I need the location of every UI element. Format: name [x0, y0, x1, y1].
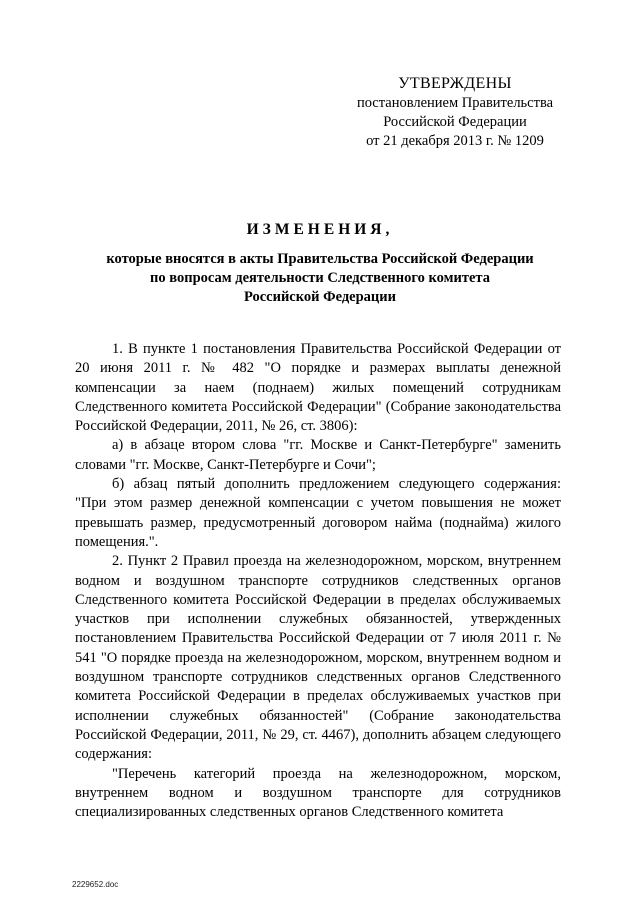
document-heading: ИЗМЕНЕНИЯ,: [246, 221, 394, 238]
approval-line: постановлением Правительства: [356, 95, 554, 111]
footer-file-name: 2229652.doc: [72, 880, 119, 889]
paragraph: 2. Пункт 2 Правил проезда на железнодорожном, морском, внутреннем водном и воздушном транспорте сотрудников следственных органов Следственного комитета Российской Федерации в пределах обслуживаемых участков при исполнении служебных обязанностей, утвержденных постановлением Правительства Российской Федерации от 7 июля 2011 г. № 541 "О порядке проезда на железнодорожном, морском, внутреннем водном и воздушном транспорте сотрудников следственных органов Следственного комитета Российской Федерации в пределах обслуживаемых участков при исполнении служебных обязанностей" (Собрание законодательства Российской Федерации, 2011, № 29, ст. 4467), дополнить абзацем следующего содержания:: [75, 553, 561, 763]
approval-block: [330, 74, 580, 151]
approval-line: Российской Федерации: [383, 114, 527, 130]
paragraph: б) абзац пятый дополнить предложением следующего содержания: "При этом размер денежной компенсации с учетом повышения не может превышать размер, предусмотренный договором найма (поднайма) жилого помещения.".: [75, 476, 561, 550]
paragraph: 1. В пункте 1 постановления Правительства Российской Федерации от 20 июня 2011 г. № 482 "О порядке и размерах выплаты денежной компенсации за наем (поднаем) жилых помещений сотрудникам Следственного комитета Российской Федерации" (Собрание законодательства Российской Федерации, 2011, № 26, ст. 3806):: [75, 341, 561, 435]
document-subheading-line: Российской Федерации: [243, 289, 396, 305]
document-subheading-line: по вопросам деятельности Следственного комитета: [150, 270, 490, 286]
paragraph: а) в абзаце втором слова "гг. Москве и Санкт-Петербурге" заменить словами "гг. Москве, Санкт-Петербурге и Сочи";: [75, 437, 561, 473]
document-title: [60, 220, 580, 307]
approval-line: от 21 декабря 2013 г. № 1209: [366, 133, 544, 149]
document-subheading-line: которые вносятся в акты Правительства Российской Федерации: [106, 251, 534, 267]
approval-title: УТВЕРЖДЕНЫ: [398, 75, 512, 92]
document-body: [75, 340, 561, 822]
paragraph: "Перечень категорий проезда на железнодорожном, морском, внутреннем водном и воздушном транспорте для сотрудников специализированных следственных органов Следственного комитета: [75, 765, 561, 821]
